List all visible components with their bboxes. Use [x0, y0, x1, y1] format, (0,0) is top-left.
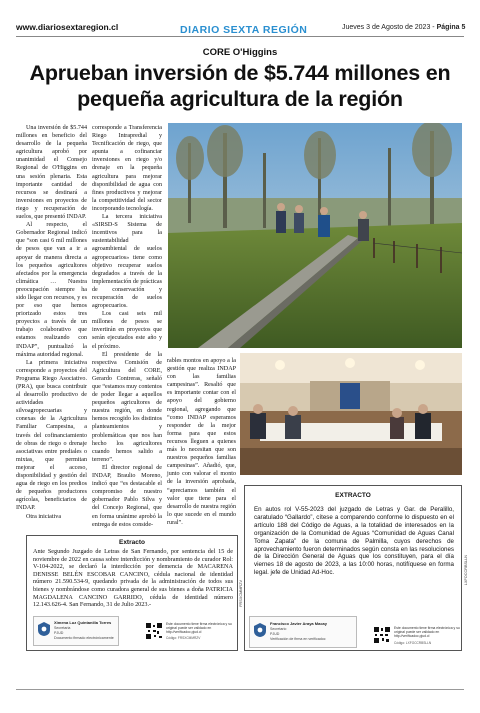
newspaper-brand: DIARIO SEXTA REGIÓN: [180, 24, 308, 36]
notice-body: Ante Segundo Juzgado de Letras de San Fernando, por sentencia del 15 de noviembre de 2022 en causa sobre interdicción y nombramiento de curador Rol: V-104-2022, se declaró la interdicción por demencia de MACARENA DENISSE BELÉN ESCOBAR CANCINO, cédula nacional de identidad número 21.590.534-9, quedando privada de la administración de todos sus bienes y nombrándose como curadora general de sus bienes a doña PATRICIA MAGDALENA CANCINO GARRIDO, cédula de identidad número 12.143.626-4. San Fernando, 31 de Julio 2023.-: [33, 548, 233, 609]
article-column-3: [167, 357, 236, 527]
paragraph: La primera iniciativa corresponde a proyectos del Programa Riego Asociativo. (PRA), que busca contribuir al desarrollo productivo de actividades silvoagropecuarias y conexas de la Agricultura Familiar Campesina, a través del cofinanciamiento de obras de riego o drenaje asociativas entre prediales o mixtas, que permitan mejorar el acceso, disponibilidad y gestión del agua de riego en los predios de pequeños productores agrícolas, beneficiarios de INDAP.: [16, 359, 87, 512]
qr-code-icon: [145, 622, 163, 640]
paragraph: rables montos en apoyo a la gestión que realiza INDAP con las familias campesinas”. Resaltó que es importante contar con el apoyo del gobierno regional, agregando que “como INDAP esperamos responder de la mejor forma para que estos recursos lleguen a quienes más lo necesitan que son nuestros pequeños familias campesinas”. Añadió, que, junto con valorar el monto de la inversión aprobada, “apreciamos también el valor que tiene para el desarrollo de nuestra región lo que sucede en el mundo rural”.: [167, 358, 236, 526]
seal-icon: [253, 622, 267, 638]
kicker: CORE O'Higgins: [202, 47, 278, 58]
signer-name: Francisco Javier Araya Macay: [270, 621, 327, 626]
verification-text: Este documento tiene firma electrónica y su original puede ser validado en http://verificadoc.pjud.cl: [394, 626, 460, 639]
paragraph: Otra iniciativa: [26, 513, 62, 520]
field-canal-photo: [168, 123, 462, 348]
legal-notice-extracto-2: [244, 485, 462, 651]
signer-role: Secretario: [270, 627, 287, 631]
side-code: LXFOCCRBSLLN: [464, 555, 468, 586]
paragraph: corresponde a Transferencia Riego Intrapredial y Tecnificación de riego, que apunta a cofinanciar inversiones en riego y/o drenaje en la pequeña agricultura para mejorar disponibilidad de agua con fines productivos y mejorar la competitividad del sector incorporando tecnología.: [92, 125, 162, 212]
verification-code: Código: FRSXCMMRZV: [166, 636, 201, 640]
signer-note: Documento firmado electrónicamente: [54, 636, 114, 640]
paragraph: El presidente de la respectiva Comisión de Agricultura del CORE, Gerardo Contreras, señaló que “estamos muy contentos de poder llegar a aquellos pequeños agricultores de nuestra región, en donde hemos recogido los distintos planteamientos y problemáticas que nos han hecho los agricultores cuando hemos salido a terreno”.: [92, 351, 162, 463]
qr-code-icon: [373, 626, 391, 644]
signature-card: [33, 616, 119, 646]
seal-icon: [37, 621, 51, 637]
notice-body: En autos rol V-55-2023 del juzgado de Letras y Gar. de Peralillo, caratulado “Gallardo”, cítese a comparendo conforme lo dispuesto en el artículo 188 del Código de Aguas, a la totalidad de interesados en la organización de la Comunidad de Aguas “Comunidad de Aguas Canal Toma Zapata” de la comuna de Palmilla, cuyos derechos de aprovechamiento fueron determinados según consta en las resoluciones de la Dirección General de Aguas que los constituyen, para el día viernes 18 de agosto de 2023, a las 10:00 horas, notifíquese en forma legal. jefe de Unidad Ad-Hoc.: [254, 506, 454, 577]
signer-note: Verificación de firma en verificadoc: [270, 637, 326, 641]
legal-notice-extracto-1: [26, 535, 238, 651]
paragraph: Los casi seis mil millones de pesos se invertirán en proyectos que serán ejecutados este año y el próximo.: [92, 311, 162, 350]
issue-date: Jueves 3 de Agosto de 2023 - Página 5: [342, 24, 466, 31]
article-column-2: [92, 124, 162, 529]
signer-org: PJUD: [54, 631, 64, 635]
paragraph: La tercera iniciativa «SIRSD-S Sistema de incentivos para la sustentabilidad agroambiental de suelos agropecuarios» tiene como objetivo recuperar suelos degradados a través de la implementación de prácticas de conservación y recuperación de suelos agropecuarios.: [92, 214, 162, 310]
site-url: www.diariosextaregion.cl: [16, 22, 119, 32]
footer-rule: [16, 689, 464, 690]
side-code: FRSXCMMRZV: [239, 580, 243, 607]
council-session-photo: [240, 353, 462, 475]
notice-title: EXTRACTO: [335, 492, 371, 499]
paragraph: El director regional de INDAP, Braulio Moreno, indicó que “es destacable el compromiso de nuestro gobernador Pablo Silva y del Concejo Regional, que en forma unánime aprobó la entrega de estos conside-: [92, 464, 162, 528]
verification-code: Código: LXFOCCRBSLLN: [394, 641, 432, 645]
headline: Aprueban inversión de $5.744 millones en pequeña agricultura de la región: [29, 61, 451, 111]
paragraph: Al respecto, el Gobernador Regional indicó que “son casi 6 mil millones de pesos que van a ir a apoyar de manera directa a los pequeños agricultores afectados por la emergencia climática … Nuestra preocupación siempre ha sido llegar con recursos, y es por eso que hemos priorizado estos tres proyectos a través de un trabajo colaborativo que estamos realizando con INDAP”, puntualizó la máxima autoridad regional.: [16, 222, 87, 358]
paragraph: Una inversión de $5.744 millones en beneficio del desarrollo de la pequeña agricultura aprobó por unanimidad el Consejo Regional de O'Higgins en una sesión plenaria. Esta importante cantidad de recursos se destinará a inversiones en proyectos de riego y recuperación de suelos, que presentó INDAP.: [16, 125, 87, 221]
verification-text: Este documento tiene firma electrónica y su original puede ser validado en http://verificadoc.pjud.cl: [166, 622, 232, 635]
signature-card: [249, 616, 357, 648]
notice-title: Extracto: [118, 539, 145, 546]
signer-role: Secretaria: [54, 626, 71, 630]
header-rule: [16, 36, 464, 37]
signer-name: Ximena Luz Quintanilla Torres: [54, 620, 112, 625]
article-column-1: [16, 124, 87, 521]
signer-org: PJUD: [270, 632, 280, 636]
